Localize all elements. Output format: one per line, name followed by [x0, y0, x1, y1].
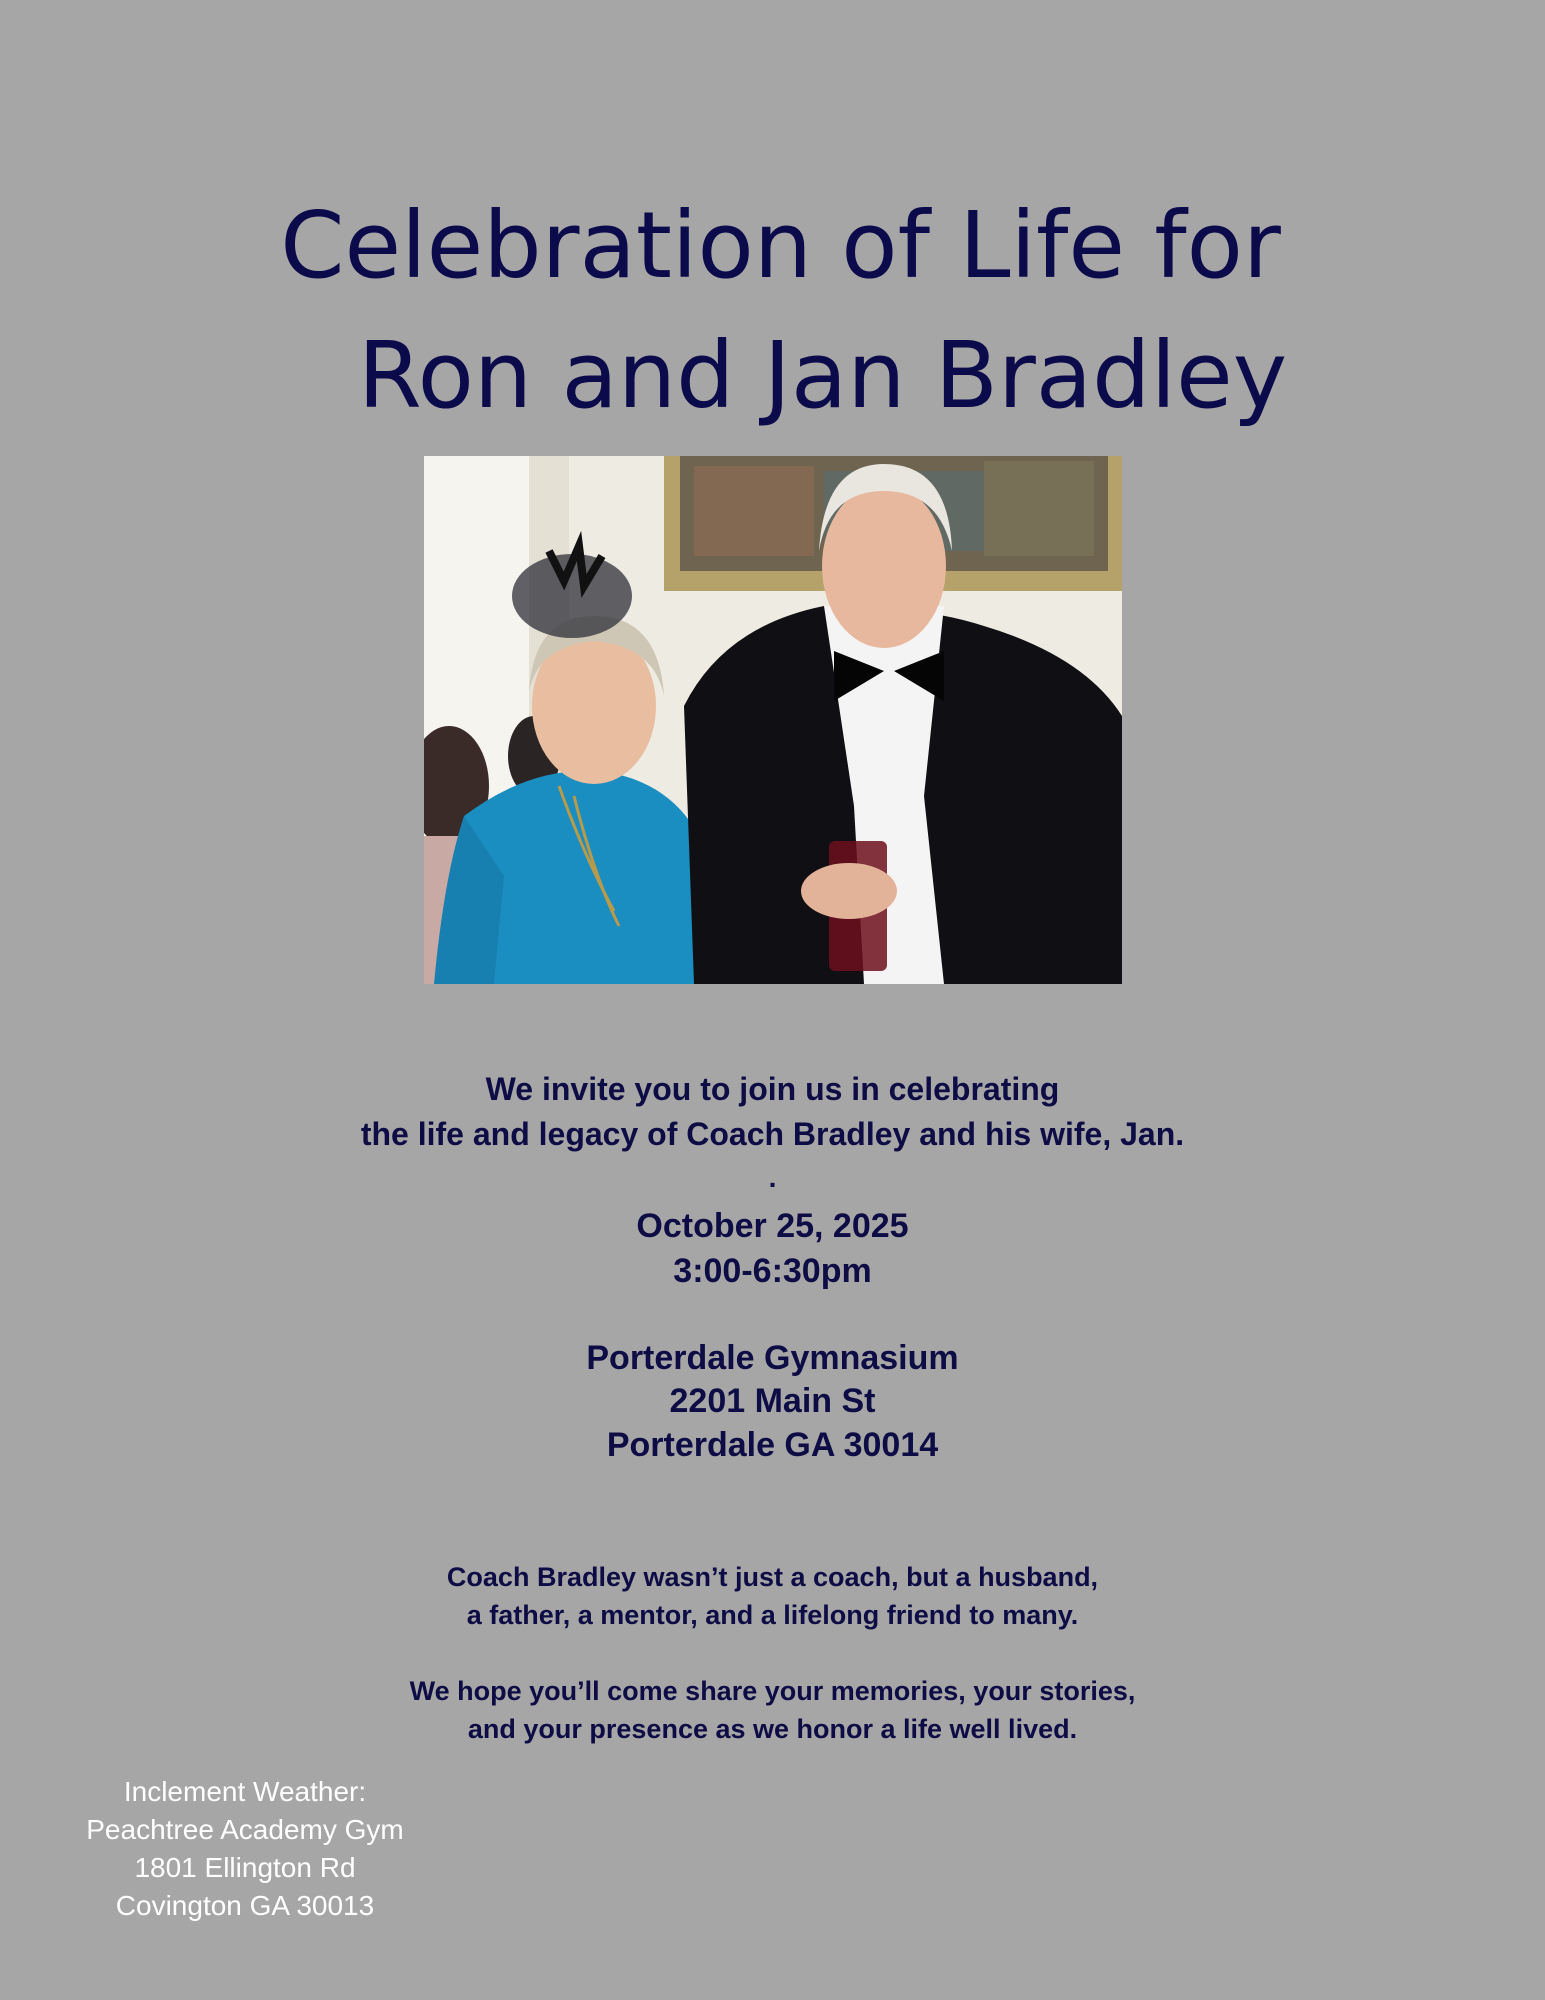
inclement-weather-city: Covington GA 30013: [115, 1890, 375, 1921]
page-title-line-1: Celebration of Life for: [280, 192, 1281, 299]
couple-photo: [424, 456, 1122, 984]
page-title-line-2: Ron and Jan Bradley: [357, 322, 1288, 429]
event-venue: Porterdale Gymnasium: [586, 1339, 959, 1377]
event-time: 3:00-6:30pm: [673, 1252, 872, 1290]
inclement-weather-heading: Inclement Weather:: [123, 1776, 367, 1807]
invitation-line-2: the life and legacy of Coach Bradley and his wife, Jan.: [360, 1116, 1185, 1152]
event-city: Porterdale GA 30014: [606, 1426, 939, 1464]
separator-dot: .: [768, 1162, 777, 1193]
tribute-line-1: Coach Bradley wasn’t just a coach, but a husband,: [446, 1562, 1099, 1592]
invitation-line-1: We invite you to join us in celebrating: [485, 1071, 1060, 1107]
event-date: October 25, 2025: [636, 1207, 909, 1245]
tribute-line-2: a father, a mentor, and a lifelong friend to many.: [466, 1600, 1079, 1630]
event-street: 2201 Main St: [669, 1382, 876, 1420]
inclement-weather-street: 1801 Ellington Rd: [134, 1852, 356, 1883]
tribute-line-4: and your presence as we honor a life well lived.: [467, 1714, 1078, 1744]
tribute-line-3: We hope you’ll come share your memories, your stories,: [409, 1676, 1136, 1706]
inclement-weather-venue: Peachtree Academy Gym: [86, 1814, 404, 1845]
